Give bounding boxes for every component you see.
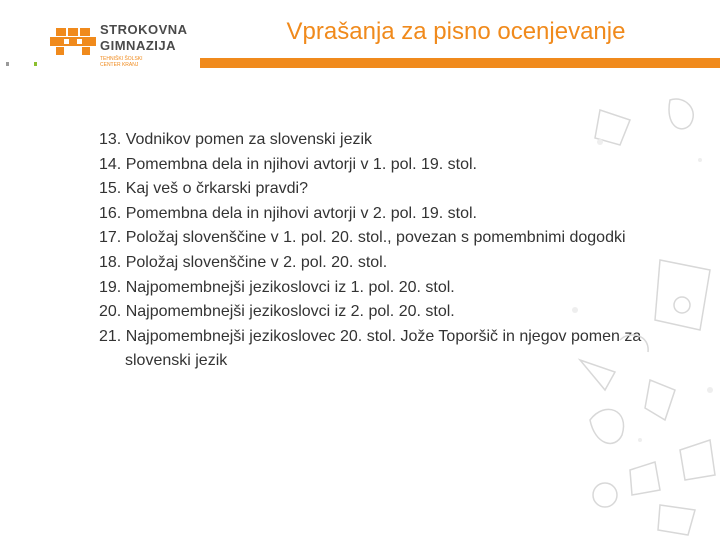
list-item: 13. Vodnikov pomen za slovenski jezik [99,131,373,148]
list-item: 18. Položaj slovenščine v 2. pol. 20. stol. [99,253,388,271]
list-item: 19. Najpomembnejši jezikoslovci iz 1. pol. 20. stol. [99,278,455,296]
logo-mark-icon [50,26,96,56]
header-bar [200,58,720,68]
logo-line-2: GIMNAZIJA [100,38,176,53]
logo-sub-2: CENTER KRANJ [100,62,139,68]
list-item: 17. Položaj slovenščine v 1. pol. 20. stol., povezan s pomembnimi dogodki [99,229,626,247]
school-logo [50,20,200,72]
side-dot-green [34,62,37,66]
list-item: 15. Kaj veš o črkarski pravdi? [99,180,308,198]
list-item: 21. Najpomembnejši jezikoslovec 20. stol. Jože Toporšič in njegov pomen za slovenski jezik [99,327,642,370]
logo-line-1: STROKOVNA [100,22,188,37]
list-item: 14. Pomembna dela in njihovi avtorji v 1. pol. 19. stol. [99,155,477,173]
slide-title: Vprašanja za pisno ocenjevanje [286,18,626,45]
decorative-doodles-icon [560,90,720,540]
list-item: 16. Pomembna dela in njihovi avtorji v 2. pol. 19. stol. [99,204,477,222]
logo-sub-1: TEHNIŠKI ŠOLSKI [100,56,143,62]
side-dot [6,62,9,66]
list-item: 20. Najpomembnejši jezikoslovci iz 2. pol. 20. stol. [99,303,455,321]
